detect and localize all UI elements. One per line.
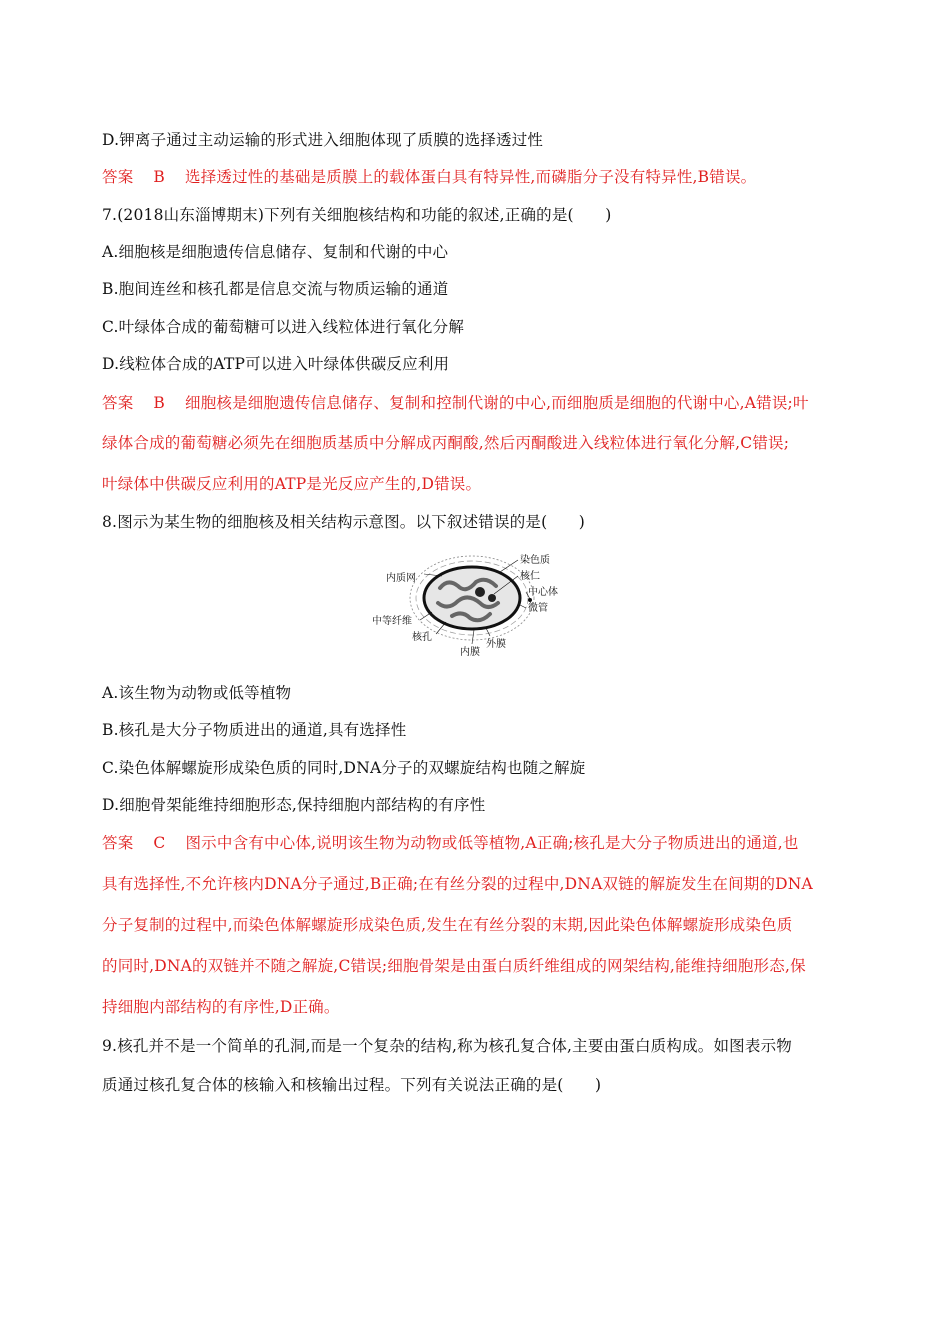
answer-key: C: [153, 834, 166, 852]
label-chromatin: 染色质: [520, 555, 550, 566]
q7-option-a: A.细胞核是细胞遗传信息储存、复制和代谢的中心: [102, 243, 449, 261]
answer-key: B: [153, 168, 165, 186]
nucleolus: [488, 594, 496, 602]
label-nuclear-pore: 核孔: [412, 632, 432, 643]
answer-label: 答案: [102, 168, 134, 186]
q8-option-d: D.细胞骨架能维持细胞形态,保持细胞内部结构的有序性: [102, 796, 486, 814]
answer-explanation: 图示中含有中心体,说明该生物为动物或低等植物,A正确;核孔是大分子物质进出的通道,也: [185, 834, 799, 852]
label-inner-membrane: 内膜: [460, 647, 480, 658]
label-er: 内质网: [386, 573, 416, 584]
q8-answer-line-2: 具有选择性,不允许核内DNA分子通过,B正确;在有丝分裂的过程中,DNA双链的解旋发生在间期的DNA: [102, 875, 813, 893]
answer-label: 答案: [102, 834, 134, 852]
q7-answer-line-1: [102, 391, 809, 413]
label-intermediate-filament: 中等纤维: [372, 616, 412, 627]
q8-answer-line-1: [102, 831, 799, 853]
answer-explanation: 细胞核是细胞遗传信息储存、复制和控制代谢的中心,而细胞质是细胞的代谢中心,A错误;叶: [185, 394, 809, 412]
answer-explanation: 选择透过性的基础是质膜上的载体蛋白具有特异性,而磷脂分子没有特异性,B错误。: [185, 168, 757, 186]
q7-stem: 7.(2018山东淄博期末)下列有关细胞核结构和功能的叙述,正确的是( ): [102, 206, 612, 224]
q9-stem-line-2: 质通过核孔复合体的核输入和核输出过程。下列有关说法正确的是( ): [102, 1076, 602, 1094]
nucleolus: [475, 587, 485, 597]
q8-option-a: A.该生物为动物或低等植物: [102, 684, 292, 702]
nucleus-diagram: [360, 548, 590, 660]
q9-stem-line-1: 9.核孔并不是一个简单的孔洞,而是一个复杂的结构,称为核孔复合体,主要由蛋白质构成。如图表示物: [102, 1037, 792, 1055]
q6-answer: [102, 165, 756, 187]
q7-option-b: B.胞间连丝和核孔都是信息交流与物质运输的通道: [102, 280, 449, 298]
q8-option-b: B.核孔是大分子物质进出的通道,具有选择性: [102, 721, 407, 739]
q8-answer-line-5: 持细胞内部结构的有序性,D正确。: [102, 998, 340, 1016]
q6-option-d: D.钾离子通过主动运输的形式进入细胞体现了质膜的选择透过性: [102, 131, 544, 149]
q7-option-c: C.叶绿体合成的葡萄糖可以进入线粒体进行氧化分解: [102, 318, 465, 336]
q7-option-d: D.线粒体合成的ATP可以进入叶绿体供碳反应利用: [102, 355, 450, 373]
q8-stem: 8.图示为某生物的细胞核及相关结构示意图。以下叙述错误的是( ): [102, 513, 585, 531]
q8-option-c: C.染色体解螺旋形成染色质的同时,DNA分子的双螺旋结构也随之解旋: [102, 759, 586, 777]
label-centrosome: 中心体: [528, 587, 558, 598]
q8-answer-line-3: 分子复制的过程中,而染色体解螺旋形成染色质,发生在有丝分裂的末期,因此染色体解螺旋形成染色质: [102, 916, 793, 934]
q7-answer-line-3: 叶绿体中供碳反应利用的ATP是光反应产生的,D错误。: [102, 475, 482, 493]
label-outer-membrane: 外膜: [486, 639, 506, 650]
label-nucleolus: 核仁: [520, 571, 540, 582]
answer-label: 答案: [102, 394, 134, 412]
label-microtubule: 微管: [528, 603, 548, 614]
answer-key: B: [153, 394, 165, 412]
q7-answer-line-2: 绿体合成的葡萄糖必须先在细胞质基质中分解成丙酮酸,然后丙酮酸进入线粒体进行氧化分解,C错误;: [102, 434, 790, 452]
q8-answer-line-4: 的同时,DNA的双链并不随之解旋,C错误;细胞骨架是由蛋白质纤维组成的网架结构,能维持细胞形态,保: [102, 957, 806, 975]
